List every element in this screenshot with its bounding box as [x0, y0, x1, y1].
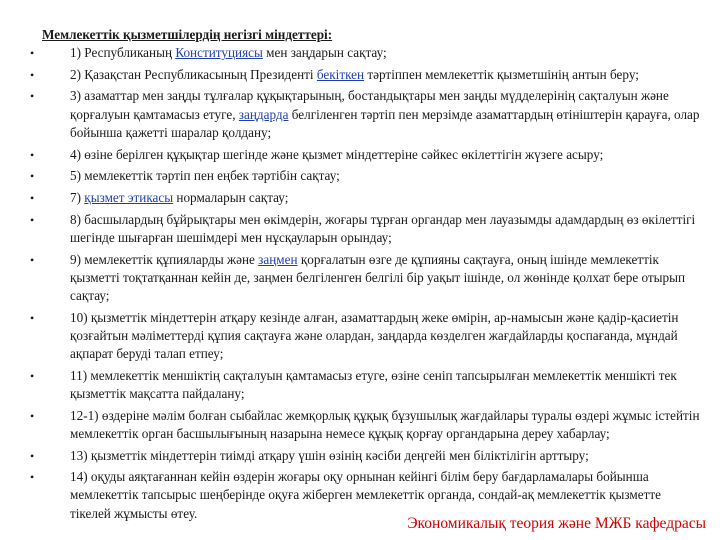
duty-text: 11) мемлекеттік меншіктің сақталуын қамтамасыз етуге, өзіне сеніп тапсырылған мемлекеттік меншікті тек қызметтік мақсатта пайдалану; [70, 367, 677, 401]
duty-item [28, 211, 700, 247]
duty-link[interactable]: қызмет этикасы [84, 189, 174, 205]
duty-text: 1) Республиканың [70, 45, 176, 60]
duty-item [28, 189, 700, 207]
duty-text-continued: тәртіппен мемлекеттік қызметшінің антын беру; [364, 66, 639, 82]
bullet-icon: • [30, 470, 35, 485]
duty-text: 3) азаматтар мен заңды тұлғалар құқықтарының, бостандықтары мен заңды мүдделерінің сақталуын және қорғалуын қамтамасыз етуге, [70, 88, 669, 122]
duty-text-continued: қорғалатын өзге де құпияны сақтауға, оның ішінде мемлекеттік қызметті тоқтатқаннан кейін де, заңмен белгіленген белгілі бір уақыт ішінде, ол жөнінде қолхат бере отырып сақтау; [70, 251, 686, 303]
duty-text: 2) Қазақстан Республикасының Президенті [70, 66, 317, 82]
duty-item [28, 44, 700, 62]
bullet-icon: • [30, 448, 35, 463]
bullet-icon: • [30, 368, 35, 383]
bullet-icon: • [30, 408, 35, 423]
bullet-icon: • [30, 89, 35, 104]
duty-text-continued: мен заңдарын сақтау; [262, 45, 387, 60]
duty-text: 9) мемлекеттік құпияларды және [70, 251, 259, 267]
duty-item [28, 447, 700, 465]
slide-title: Мемлекеттік қызметшілердің негізгі міндеттері: [42, 27, 333, 42]
duty-text: 10) қызметтік міндеттерін атқару кезінде алған, азаматтардың жеке өмірін, ар-намысын және қадір-қасиетін қозғайтын мәліметтерді құпия сақтауға және олардан, заңдарда көзделген жағдайларды қоспағанда, мұндай ақпарат беруді талап етпеу; [70, 309, 679, 362]
duty-text: 7) [70, 189, 85, 205]
duty-text-continued: нормаларын сақтау; [173, 189, 289, 205]
duty-link[interactable]: бекіткен [316, 66, 365, 82]
duty-text: 8) басшылардың бұйрықтары мен өкімдерін, жоғары тұрған органдар мен лауазымды адамдардың өз өкілеттігі шегінде шығарған шешімдері мен нұсқауларын орындау; [70, 211, 696, 245]
duty-link[interactable]: Конституциясы [175, 45, 263, 60]
duty-item [28, 367, 700, 403]
department-footer: Экономикалық теория және МЖБ кафедрасы [407, 515, 706, 532]
duty-text: 4) өзіне берілген құқықтар шегінде және қызмет міндеттеріне сәйкес өкілеттігін жүзеге асыру; [70, 146, 604, 162]
duty-item [28, 146, 700, 164]
duties-list [28, 44, 700, 526]
bullet-icon: • [30, 190, 35, 205]
duty-item [28, 66, 700, 84]
bullet-icon: • [30, 169, 35, 184]
bullet-icon: • [30, 252, 35, 267]
duty-text: 12-1) өздеріне мәлім болған сыбайлас жемқорлық құқық бұзушылық жағдайлары туралы өздері жұмыс істейтін мемлекеттік орган басшылығының назарына немесе құқық қорғау органдарына дереу хабарлау; [70, 407, 700, 441]
duty-item [28, 251, 700, 306]
duty-text: 13) қызметтік міндеттерін тиімді атқару үшін өзінің кәсіби деңгейі мен біліктілігін арттыру; [70, 447, 589, 463]
duty-text-continued: белгіленген тәртіп пен мерзімде азаматтардың өтініштерін қарауға, олар бойынша қажетті шаралар қолдану; [70, 106, 700, 140]
duty-text: 14) оқуды аяқтағаннан кейін өздерін жоғары оқу орнынан кейінгі білім беру бағдарламалары бойынша мемлекеттік тапсырыс шеңберінде оқуға жіберген мемлекеттік органда, сондай-ақ мемлекеттік қызметте тікелей жұмысты өтеу. [70, 469, 661, 521]
duty-item [28, 87, 700, 142]
duty-item [28, 309, 700, 364]
bullet-icon: • [30, 147, 35, 162]
duty-item [28, 407, 700, 443]
duty-item [28, 167, 700, 185]
bullet-icon: • [30, 67, 35, 82]
bullet-icon: • [30, 46, 35, 60]
duty-link[interactable]: заңдарда [238, 106, 289, 122]
bullet-icon: • [30, 212, 35, 227]
duty-text: 5) мемлекеттік тәртіп пен еңбек тәртібін сақтау; [70, 168, 340, 184]
duty-link[interactable]: заңмен [258, 251, 298, 267]
bullet-icon: • [30, 310, 35, 325]
